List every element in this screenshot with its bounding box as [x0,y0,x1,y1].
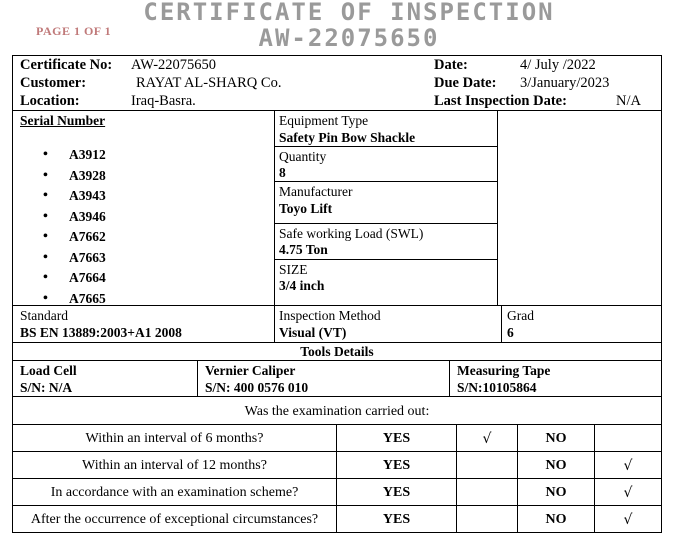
serial-number-list [39,147,106,311]
exam-row-question-text: Within an interval of 12 months? [82,458,267,473]
manufacturer-cell [274,181,498,224]
exam-yes-label [336,478,457,506]
location-label: Location: [20,93,80,109]
exam-no-check [594,505,662,533]
customer-value: RAYAT AL-SHARQ Co. [136,75,282,91]
exam-yes-label-text: YES [382,458,411,473]
grad-cell [501,305,662,343]
tool-serial: S/N: N/A [20,380,73,395]
list-item: • A7663 [39,250,106,271]
exam-no-check-text: √ [623,512,633,528]
standard-cell [12,305,275,343]
location-value: Iraq-Basra. [131,93,196,109]
exam-row-question [12,505,337,533]
inspection-method-value: Visual (VT) [279,325,347,340]
exam-row-question-text: Within an interval of 6 months? [85,431,264,446]
swl-cell [274,223,498,260]
quantity-label: Quantity [279,149,327,164]
list-item: • A7662 [39,229,106,250]
exam-yes-check [456,478,518,506]
exam-yes-label [336,505,457,533]
customer-label: Customer: [20,75,87,91]
page-number-label: PAGE 1 OF 1 [36,24,112,38]
exam-no-label [517,478,595,506]
inspection-method-cell [274,305,502,343]
standard-value: BS EN 13889:2003+A1 2008 [20,325,182,340]
exam-row-question [12,451,337,479]
list-item: • A3928 [39,168,106,189]
swl-value: 4.75 Ton [279,242,328,257]
exam-no-check [594,451,662,479]
tools-heading: Tools Details [300,344,374,359]
equipment-type-value: Safety Pin Bow Shackle [279,130,416,145]
swl-label: Safe working Load (SWL) [279,226,424,241]
exam-no-label-text: NO [545,458,567,473]
grad-label: Grad [507,308,534,323]
grad-value: 6 [507,325,514,340]
serial-number-label: Serial Number [20,113,106,128]
list-item: • A3946 [39,209,106,230]
blank-right-cell [497,110,662,306]
quantity-cell [274,146,498,182]
tool-measuring-tape [449,360,662,397]
exam-no-check-text: √ [623,458,633,474]
exam-yes-label-text: YES [382,512,411,527]
list-item: • A7664 [39,270,106,291]
inspection-method-label: Inspection Method [279,308,381,323]
exam-no-label [517,451,595,479]
last-inspection-label: Last Inspection Date: [434,93,567,109]
tool-name: Measuring Tape [457,363,551,378]
equipment-type-cell [274,110,498,147]
quantity-value: 8 [279,165,286,180]
list-item: • A3912 [39,147,106,168]
tool-serial: S/N:10105864 [457,380,537,395]
size-label: SIZE [279,262,308,277]
exam-yes-label-text: YES [382,485,411,500]
size-value: 3/4 inch [279,278,325,293]
exam-row-question [12,478,337,506]
exam-no-check [594,424,662,452]
date-value: 4/ July /2022 [520,57,596,73]
exam-no-label-text: NO [545,512,567,527]
last-inspection-value: N/A [616,93,641,109]
tool-load-cell [12,360,198,397]
tool-name: Vernier Caliper [205,363,296,378]
exam-yes-check [456,505,518,533]
tool-serial: S/N: 400 0576 010 [205,380,309,395]
size-cell [274,259,498,306]
certificate-title: CERTIFICATE OF INSPECTION [143,0,555,26]
certificate-title-number: AW-22075650 [258,24,440,52]
exam-no-label [517,505,595,533]
exam-yes-check [456,424,518,452]
exam-row-question [12,424,337,452]
exam-yes-check-text: √ [482,431,492,447]
exam-row-question-text: After the occurrence of exceptional circumstances? [30,512,319,527]
equipment-type-label: Equipment Type [279,113,369,128]
exam-yes-check [456,451,518,479]
tool-vernier-caliper [197,360,450,397]
date-label: Date: [434,57,468,73]
examination-question: Was the examination carried out: [244,404,430,419]
exam-no-label-text: NO [545,485,567,500]
exam-no-label-text: NO [545,431,567,446]
exam-yes-label [336,424,457,452]
certificate-no-value: AW-22075650 [131,57,217,73]
header-box [12,55,662,111]
tools-heading-cell [12,342,662,361]
list-item: • A3943 [39,188,106,209]
list-item: • A7665 [39,291,106,312]
exam-row-question-text: In accordance with an examination scheme? [50,485,299,500]
manufacturer-value: Toyo Lift [279,201,333,216]
exam-yes-label-text: YES [382,431,411,446]
examination-question-cell [12,396,662,425]
exam-yes-label [336,451,457,479]
tool-name: Load Cell [20,363,77,378]
standard-label: Standard [20,308,68,323]
exam-no-check-text: √ [623,485,633,501]
exam-no-check [594,478,662,506]
due-date-value: 3/January/2023 [520,75,610,91]
manufacturer-label: Manufacturer [279,184,353,199]
due-date-label: Due Date: [434,75,497,91]
certificate-no-label: Certificate No: [20,57,113,73]
serial-number-cell [12,110,275,306]
exam-no-label [517,424,595,452]
